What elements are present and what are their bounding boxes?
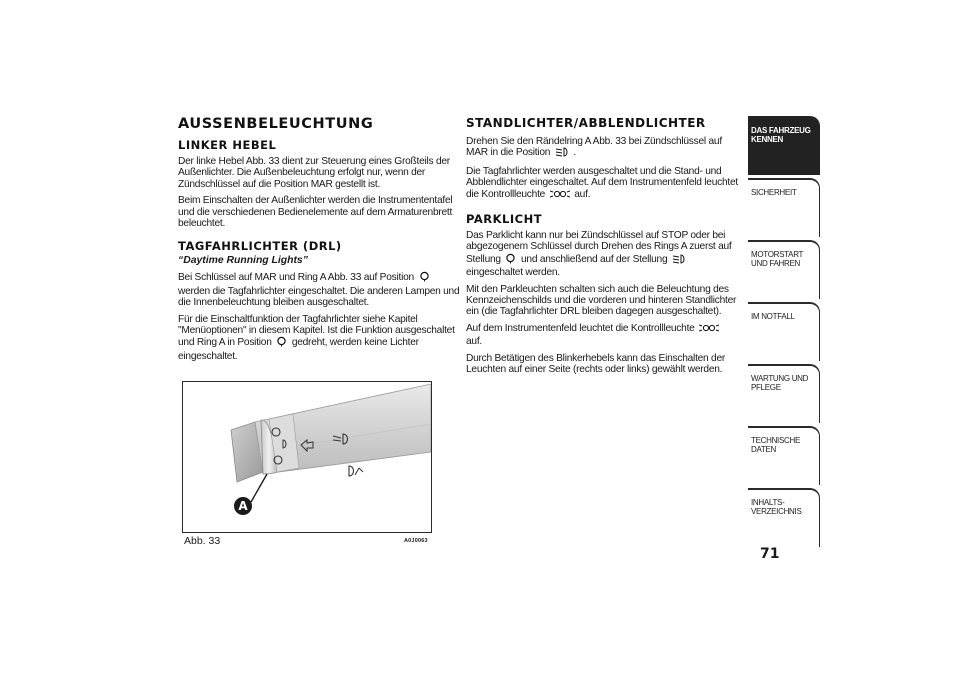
text-span: und anschließend auf der Stellung <box>521 253 668 265</box>
heading-standlichter: STANDLICHTER/ABBLENDLICHTER <box>466 116 706 130</box>
chapter-tabs <box>748 116 820 550</box>
paragraph: Mit den Parkleuchten schalten sich auch die Beleuchtung des Kennzeichenschilds und die vorderen und hinteren Standlichter ein (die Tagfahrlichter DRL bleiben dagegen ausgeschaltet). <box>466 283 737 318</box>
tab-inhaltsverzeichnis[interactable]: INHALTS- VERZEICHNIS <box>748 488 820 547</box>
page-number: 71 <box>760 546 780 562</box>
text-span: Für die Einschaltfunktion der Tagfahrlichter siehe Kapitel "Menüoptionen" in diesem Kapitel. Ist die Funktion ausgeschaltet und Ring A in Position <box>178 313 455 349</box>
text-span: gedreht, werden keine Lichter eingeschaltet. <box>178 337 419 362</box>
heading-drl: TAGFAHRLICHTER (DRL) <box>178 239 342 254</box>
tab-das-fahrzeug-kennen[interactable]: DAS FAHRZEUG KENNEN <box>748 116 820 175</box>
heading-linker-hebel: LINKER HEBEL <box>178 138 277 152</box>
paragraph <box>466 323 738 348</box>
right-column <box>466 116 738 381</box>
side-lights-icon <box>699 323 719 336</box>
low-beam-icon <box>672 254 686 267</box>
tab-wartung-und-pflege[interactable]: WARTUNG UND PFLEGE <box>748 364 820 423</box>
text-span: Drehen Sie den Rändelring A Abb. 33 bei Zündschlüssel auf MAR in die Position <box>466 136 722 159</box>
paragraph <box>466 166 738 202</box>
text-span: . <box>573 147 576 159</box>
heading-parklicht: PARKLICHT <box>466 212 543 227</box>
left-column <box>178 116 466 367</box>
paragraph <box>466 230 738 279</box>
ring-position-icon <box>505 253 516 267</box>
drl-subtitle: “Daytime Running Lights” <box>178 255 308 267</box>
callout-a <box>234 497 252 515</box>
paragraph: Durch Betätigen des Blinkerhebels kann das Einschalten der Leuchten auf einer Seite (rechts oder links) gewählt werden. <box>466 352 726 376</box>
text-span: eingeschaltet werden. <box>466 267 560 279</box>
paragraph: Der linke Hebel Abb. 33 dient zur Steuerung eines Großteils der Außenlichter. Die Außenbeleuchtung erfolgt nur, wenn der Zündschlüssel auf die Position MAR gestellt ist. <box>178 156 450 190</box>
figure-code: A0J0063 <box>404 538 428 544</box>
side-lights-icon <box>550 189 570 202</box>
text-span: Bei Schlüssel auf MAR und Ring A Abb. 33 auf Position <box>178 272 414 284</box>
ring-position-icon <box>419 271 430 285</box>
section-title: AUSSENBELEUCHTUNG <box>178 116 374 132</box>
callout-a-label: A <box>238 499 248 513</box>
lever-illustration <box>183 382 431 532</box>
tab-motorstart-und-fahren[interactable]: MOTORSTART UND FAHREN <box>748 240 820 299</box>
tab-sicherheit[interactable]: SICHERHEIT <box>748 178 820 237</box>
text-span: Das Parklicht kann nur bei Zündschlüssel auf STOP oder bei abgezogenem Schlüssel durch Drehen des Rings A zuerst auf Stellung <box>466 230 732 265</box>
text-span: Die Tagfahrlichter werden ausgeschaltet und die Stand- und Abblendlichter eingeschaltet. Auf dem Instrumentenfeld leuchtet die Kontrollleuchte <box>466 165 738 200</box>
figure-lever <box>182 381 432 533</box>
tab-technische-daten[interactable]: TECHNISCHE DATEN <box>748 426 820 485</box>
text-span: auf. <box>466 336 482 348</box>
paragraph <box>178 314 466 363</box>
paragraph <box>466 136 738 161</box>
paragraph: Beim Einschalten der Außenlichter werden die Instrumententafel und die verschiedenen Bedienelemente auf dem Armaturenbrett beleuchtet. <box>178 195 453 230</box>
text-span: auf. <box>574 188 591 200</box>
text-span: werden die Tagfahrlichter eingeschaltet. Die anderen Lampen und die Innenbeleuchtung bleiben ausgeschaltet. <box>178 285 460 309</box>
text-span: Auf dem Instrumentenfeld leuchtet die Kontrollleuchte <box>466 322 695 334</box>
tab-im-notfall[interactable]: IM NOTFALL <box>748 302 820 361</box>
low-beam-icon <box>555 147 569 160</box>
paragraph <box>178 271 466 308</box>
figure-caption: Abb. 33 <box>184 535 221 547</box>
ring-position-icon <box>276 336 287 350</box>
